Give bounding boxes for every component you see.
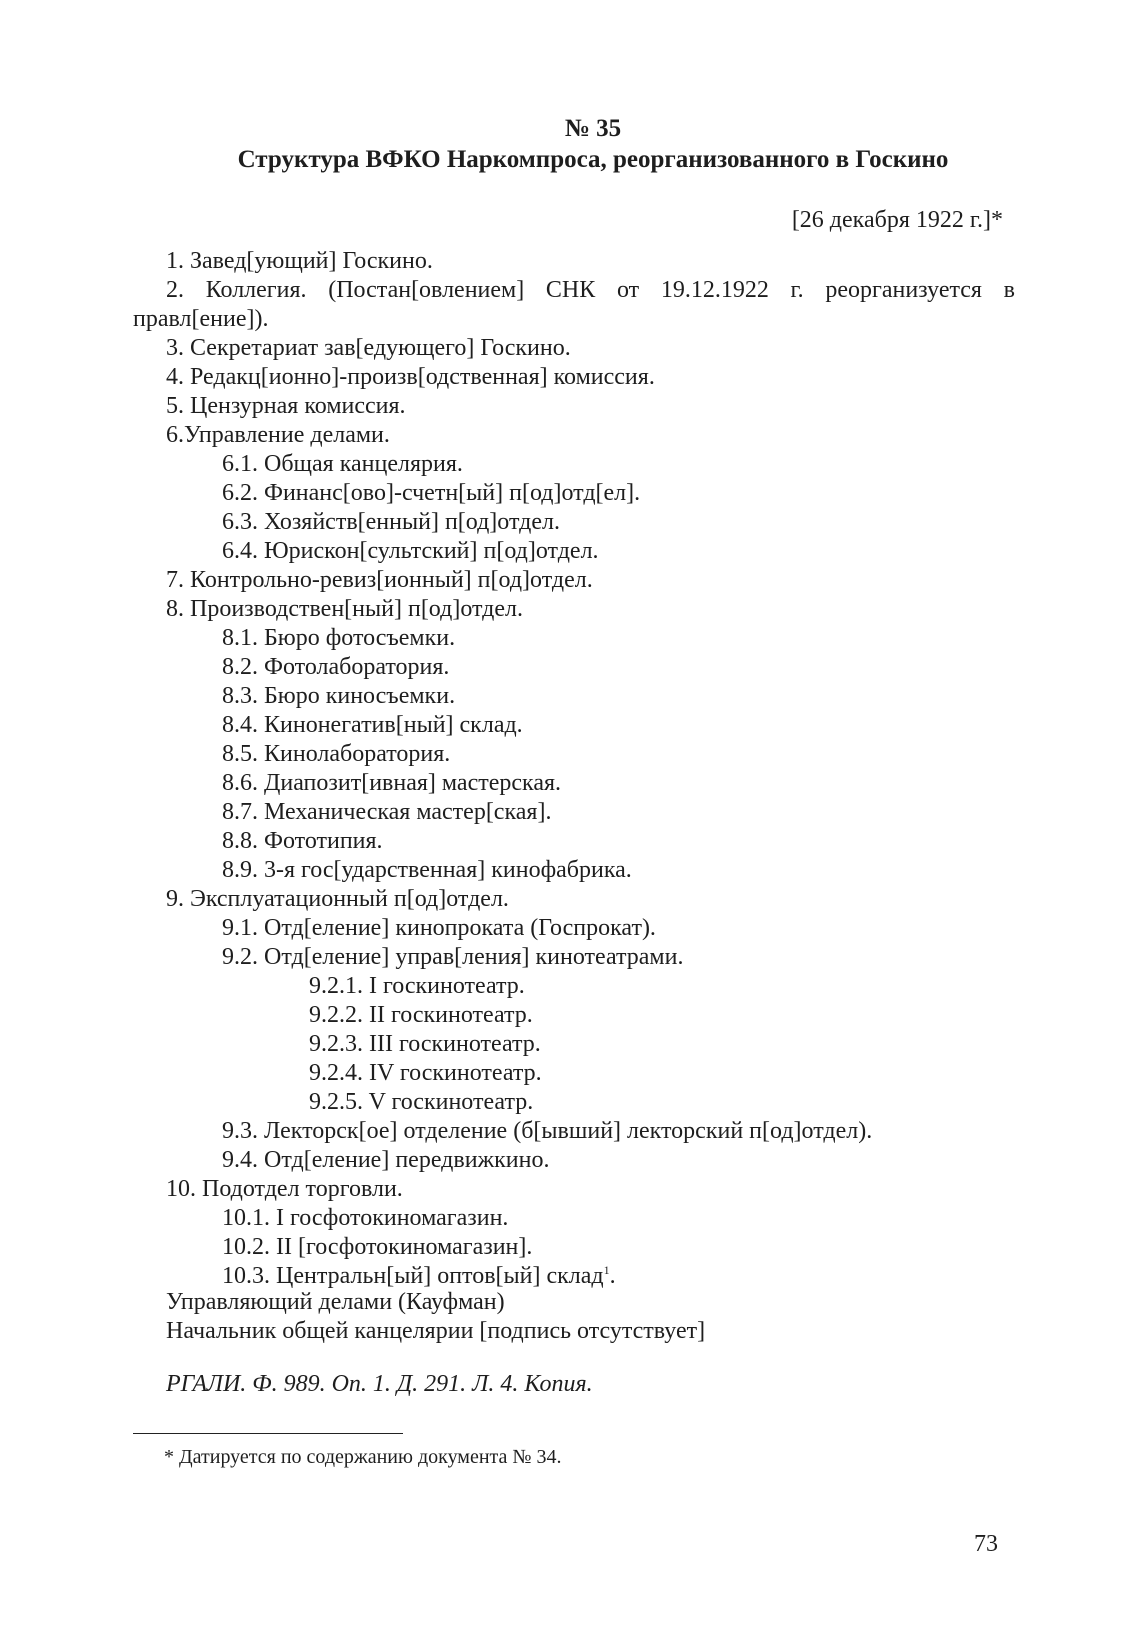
list-item: 9.2.2. II госкинотеатр. bbox=[309, 1002, 533, 1028]
list-item: 6.1. Общая канцелярия. bbox=[222, 451, 463, 477]
list-item: 9. Эксплуатационный п[од]отдел. bbox=[166, 886, 509, 912]
list-item bbox=[133, 1262, 1015, 1291]
list-item: 6.2. Финанс[ово]-счетн[ый] п[од]отд[ел]. bbox=[222, 480, 641, 506]
list-item: 10.1. I госфотокиномагазин. bbox=[222, 1205, 509, 1231]
signature-block bbox=[166, 1288, 705, 1346]
list-item: 8.5. Кинолаборатория. bbox=[222, 741, 451, 767]
list-item: 8.7. Механическая мастер[ская]. bbox=[222, 799, 552, 825]
list-item: 6.4. Юрискон[сультский] п[од]отдел. bbox=[222, 538, 599, 564]
list-item: 8.2. Фотолаборатория. bbox=[222, 654, 450, 680]
footnote-ref: 1 bbox=[603, 1263, 610, 1277]
archive-source: РГАЛИ. Ф. 989. Оп. 1. Д. 291. Л. 4. Копия. bbox=[166, 1371, 593, 1397]
footnote: * Датируется по содержанию документа № 34. bbox=[164, 1446, 562, 1468]
list-item: 9.4. Отд[еление] передвижкино. bbox=[222, 1147, 550, 1173]
list-item: 8.4. Кинонегатив[ный] склад. bbox=[222, 712, 523, 738]
list-item: 9.2.5. V госкинотеатр. bbox=[309, 1089, 534, 1115]
footnote-divider bbox=[133, 1433, 403, 1434]
list-item: 8.1. Бюро фотосъемки. bbox=[222, 625, 456, 651]
list-item: 6.Управление делами. bbox=[166, 422, 390, 448]
list-item: 8.6. Диапозит[ивная] мастерская. bbox=[222, 770, 562, 796]
structure-list bbox=[133, 247, 1015, 1291]
list-item: 10. Подотдел торговли. bbox=[166, 1176, 403, 1202]
list-item: 2. Коллегия. (Постан[овлением] СНК от 19.12.1922 г. реорганизуется в правл[ение]). bbox=[133, 277, 1015, 332]
list-item: 8.8. Фототипия. bbox=[222, 828, 383, 854]
list-item: 9.1. Отд[еление] кинопроката (Госпрокат). bbox=[222, 915, 656, 941]
list-item-text: 10.3. Центральн[ый] оптов[ый] склад bbox=[222, 1263, 604, 1289]
list-item: 5. Цензурная комиссия. bbox=[166, 393, 406, 419]
list-item: 9.2. Отд[еление] управ[ления] кинотеатрами. bbox=[222, 944, 684, 970]
document-date: [26 декабря 1922 г.]* bbox=[791, 207, 1003, 233]
list-item: 6.3. Хозяйств[енный] п[од]отдел. bbox=[222, 509, 560, 535]
list-item: 1. Завед[ующий] Госкино. bbox=[166, 248, 433, 274]
list-item: 9.3. Лекторск[ое] отделение (б[ывший] лекторский п[од]отдел). bbox=[222, 1118, 873, 1144]
list-item: 9.2.4. IV госкинотеатр. bbox=[309, 1060, 542, 1086]
signature-line: Начальник общей канцелярии [подпись отсутствует] bbox=[166, 1318, 706, 1344]
document-title: Структура ВФКО Наркомпроса, реорганизованного в Госкино bbox=[237, 146, 949, 173]
list-item: 3. Секретариат зав[едующего] Госкино. bbox=[166, 335, 571, 361]
list-item: 8.9. 3-я гос[ударственная] кинофабрика. bbox=[222, 857, 632, 883]
signature-line: Управляющий делами (Кауфман) bbox=[166, 1289, 505, 1315]
list-item: 9.2.3. III госкинотеатр. bbox=[309, 1031, 541, 1057]
document-number: № 35 bbox=[564, 115, 622, 142]
list-item-end: . bbox=[609, 1263, 616, 1289]
list-item: 10.2. II [госфотокиномагазин]. bbox=[222, 1234, 533, 1260]
list-item: 8. Производствен[ный] п[од]отдел. bbox=[166, 596, 524, 622]
list-item: 4. Редакц[ионно]-произв[одственная] комиссия. bbox=[166, 364, 655, 390]
list-item: 8.3. Бюро киносъемки. bbox=[222, 683, 456, 709]
page-number: 73 bbox=[974, 1531, 998, 1557]
list-item: 7. Контрольно-ревиз[ионный] п[од]отдел. bbox=[166, 567, 593, 593]
list-item: 9.2.1. I госкинотеатр. bbox=[309, 973, 525, 999]
